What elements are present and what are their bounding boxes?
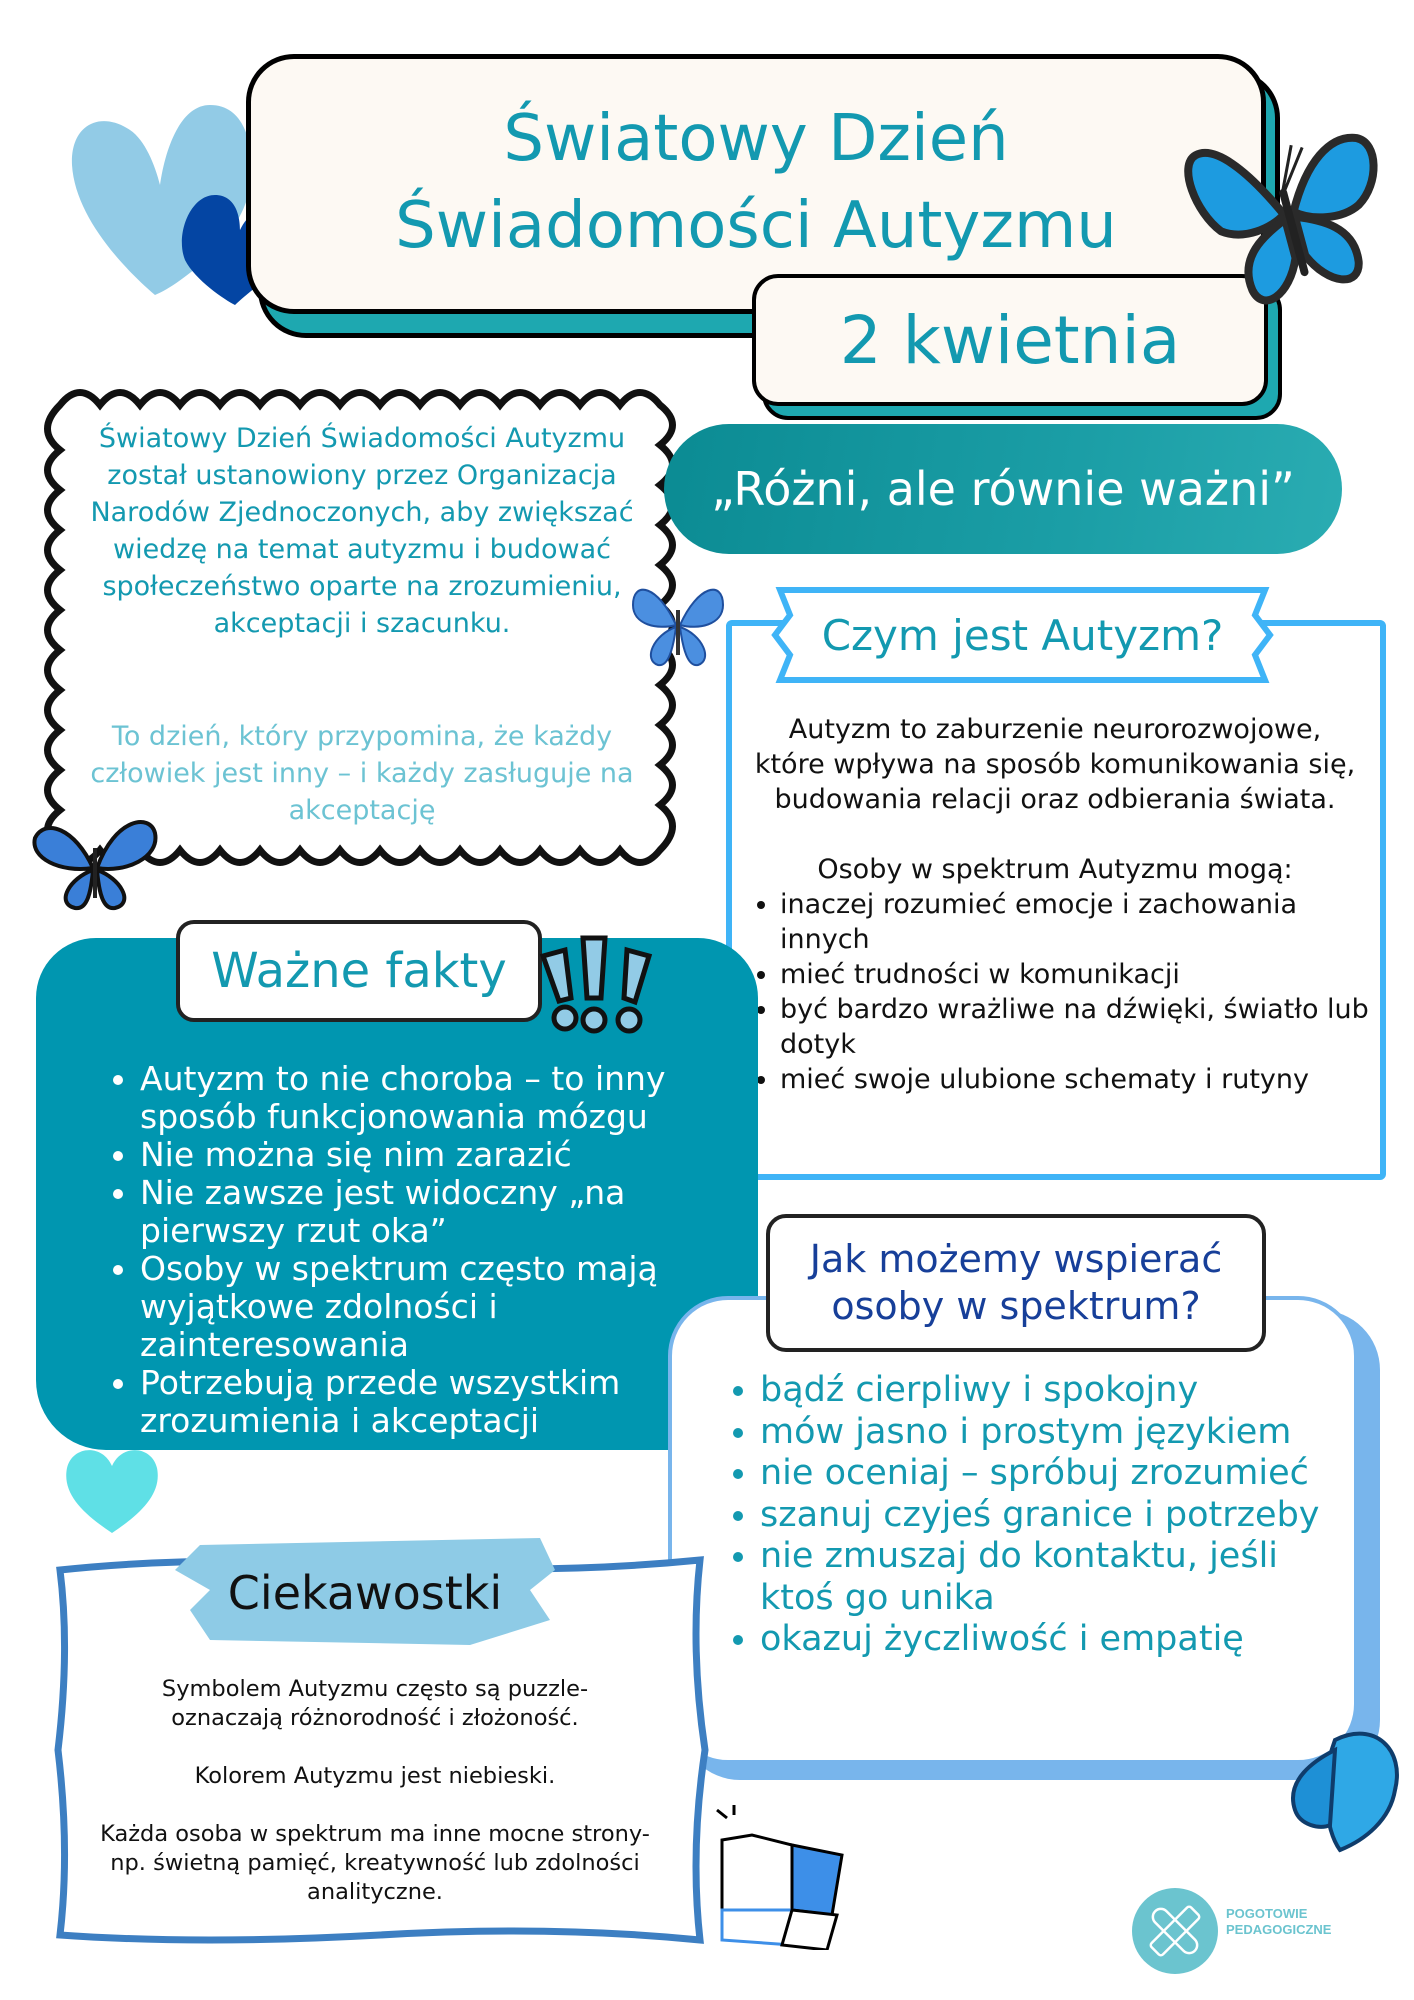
list-item: • Nie można się nim zarazić bbox=[140, 1136, 740, 1174]
list-item: • Nie zawsze jest widoczny „na pierwszy rzut oka” bbox=[140, 1174, 740, 1250]
list-item: • inaczej rozumieć emocje i zachowania innych bbox=[780, 887, 1370, 957]
page-title-line1: Światowy Dzień bbox=[503, 102, 1009, 176]
intro-note: To dzień, który przypomina, że każdy człowiek jest inny – i każdy zasługuje na akceptację bbox=[90, 721, 634, 826]
ciekawostka: Symbolem Autyzmu często są puzzle- oznaczają różnorodność i złożoność. bbox=[161, 1676, 589, 1731]
butterfly-icon bbox=[1180, 118, 1400, 318]
wazne-fakty-heading: Ważne fakty bbox=[176, 920, 542, 1022]
czym-heading: Czym jest Autyzm? bbox=[821, 610, 1224, 660]
czym-list-intro: Osoby w spektrum Autyzmu mogą: bbox=[817, 854, 1293, 885]
exclamation-marks-icon bbox=[535, 928, 660, 1038]
czym-list bbox=[740, 887, 1370, 1097]
ciekawostki-heading: Ciekawostki bbox=[227, 1565, 503, 1620]
list-item: • szanuj czyjeś granice i potrzeby bbox=[760, 1495, 1360, 1537]
bandage-pencil-icon bbox=[1132, 1888, 1218, 1974]
ciekawostka: Kolorem Autyzmu jest niebieski. bbox=[194, 1763, 556, 1789]
list-item: • mieć trudności w komunikacji bbox=[780, 957, 1370, 992]
cyan-heart-icon bbox=[62, 1438, 162, 1538]
czym-definition: Autyzm to zaburzenie neurorozwojowe, które wpływa na sposób komunikowania się, budowania relacji oraz odbierania świata. bbox=[754, 714, 1356, 815]
butterfly-icon bbox=[25, 808, 165, 918]
list-item: • Osoby w spektrum często mają wyjątkowe zdolności i zainteresowania bbox=[140, 1250, 740, 1364]
wspieranie-list bbox=[720, 1370, 1360, 1661]
list-item: • Autyzm to nie choroba – to inny sposób funkcjonowania mózgu bbox=[140, 1060, 740, 1136]
butterfly-icon bbox=[628, 575, 728, 675]
logo-line2: PEDAGOGICZNE bbox=[1226, 1922, 1332, 1937]
date-text: 2 kwietnia bbox=[839, 301, 1181, 379]
logo-icon bbox=[1132, 1888, 1218, 1974]
list-item: • okazuj życzliwość i empatię bbox=[760, 1619, 1360, 1661]
list-item: • bądź cierpliwy i spokojny bbox=[760, 1370, 1360, 1412]
list-item: • Potrzebują przede wszystkim zrozumienia i akceptacji bbox=[140, 1364, 740, 1440]
motto-pill: „Różni, ale równie ważni” bbox=[664, 424, 1342, 554]
list-item: • mów jasno i prostym językiem bbox=[760, 1412, 1360, 1454]
czym-body bbox=[740, 712, 1370, 1097]
logo-text bbox=[1226, 1906, 1331, 1938]
wazne-fakty-list bbox=[100, 1060, 740, 1440]
list-item: • być bardzo wrażliwe na dźwięki, światło lub dotyk bbox=[780, 992, 1370, 1062]
intro-paragraph: Światowy Dzień Świadomości Autyzmu został ustanowiony przez Organizacja Narodów Zjednoczonych, aby zwiększać wiedzę na temat autyzmu i budować społeczeństwo oparte na zrozumieniu, akceptacji i szacunku. bbox=[90, 423, 634, 639]
list-item: • nie zmuszaj do kontaktu, jeśli ktoś go unika bbox=[760, 1536, 1360, 1619]
list-item: • nie oceniaj – spróbuj zrozumieć bbox=[760, 1453, 1360, 1495]
page-title-line2: Świadomości Autyzmu bbox=[395, 189, 1117, 263]
ciekawostka: Każda osoba w spektrum ma inne mocne strony- np. świetną pamięć, kreatywność lub zdolności analityczne. bbox=[100, 1821, 650, 1905]
puzzle-icon bbox=[712, 1800, 852, 1950]
logo-line1: POGOTOWIE bbox=[1226, 1906, 1308, 1921]
wspieranie-heading: Jak możemy wspierać osoby w spektrum? bbox=[766, 1214, 1266, 1352]
ciekawostki-body bbox=[80, 1675, 670, 1936]
list-item: • mieć swoje ulubione schematy i rutyny bbox=[780, 1062, 1370, 1097]
butterfly-icon bbox=[1265, 1720, 1405, 1855]
